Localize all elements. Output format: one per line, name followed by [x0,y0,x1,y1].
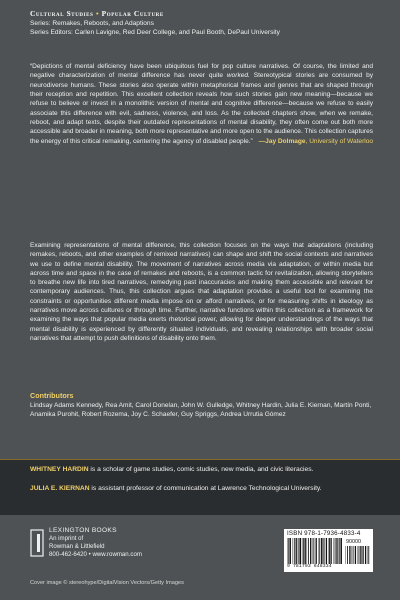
series-title: Series: Remakes, Reboots, and Adaptions [30,20,154,27]
barcode-bars [287,538,343,564]
barcode-stripe [300,538,301,564]
isbn-barcode [284,529,373,572]
kicker-separator: • [95,9,100,18]
quote-italic: worked. [226,72,250,80]
barcode-stripe [313,538,314,564]
author-name-1: WHITNEY HARDIN [30,466,89,473]
barcode-stripe [329,538,330,564]
barcode-stripe [339,538,340,564]
barcode-stripe [321,538,322,564]
book-description: Examining representations of mental difference, this collection focuses on the ways that adaptations (including remakes, reboots, and other examples of remixed narratives) can shape and shift the social contexts and narratives we use to define mental disability. The movement of narratives across media via adaptation, or within media but across time and space in the case of remakes and reboots, is a common tactic for revitalization, allowing storytellers to breathe new life into tired narratives, remedying past inaccuracies and making them accessible and relevant for contemporary audiences. Thus, this collection argues that adaptation provides a useful tool for examining the constraints or opportunities different media impose on or afford narratives, or for measuring shifts in ideology as narratives move across cultures or through time. Further, narrative functions within this collection as a framework for examining the ways that popular media exerts rhetorical power, allowing for deeper understandings of the ways that mental disability is experienced by differently situated individuals, and revealing relationships with broader social narratives that attempt to push definitions of disability onto them. [30,242,373,342]
price-code: 90000 [346,539,361,545]
barcode-stripe [288,538,289,564]
quote-attribution-name: —Jay Dolmage [258,137,306,145]
barcode-stripe [316,538,317,564]
contributors-list: Lindsay Adams Kennedy, Rea Amit, Carol Donelan, John W. Gulledge, Whitney Hardin, Julia E. Kiernan, Martín Ponti, Anamika Purohit, Robert Rozema, Joy C. Schaefer, Guy Spriggs, Andrea Urrutia Gómez [30,402,372,419]
quote-text-2: Stereotypical stories are consumed by neurodiverse humans. These stories also operate within metaphorical frames and genres that are shaped through their reception and repetition. This excellent collection reveals how such stories gain new meaning—because we refuse to believe or invest in a monolithic version of mental and cognitive difference—because we refuse to easily associate this difference with evil, sadness, violence, and loss. As the collected chapters show, when we remake, reboot, and adapt texts, despite their outdated representations of mental disability, they often come out both more accessible and broader in meaning, both more representative and more open to the audience. This collection captures the energy of this critical remaking, centering the agency of disabled people.” [30,72,373,145]
endorsement-quote [30,62,373,146]
series-editors: Series Editors: Carlen Lavigne, Red Deer College, and Paul Booth, DePaul University [30,29,280,36]
barcode-stripe [299,538,300,564]
quote-text-1: “Depictions of mental deficiency have been ubiquitous fuel for pop culture narratives. Of course, the limited and negative characterization of mental difference has never quite [30,63,373,80]
publisher-line-1: An imprint of [49,535,84,543]
series-kicker [30,9,375,19]
barcode-stripe [349,546,350,564]
barcode-stripe [326,538,327,564]
contributors-heading: Contributors [30,391,74,400]
barcode-stripe [363,546,364,564]
barcode-stripe [368,546,369,564]
cover-image-credit: Cover image © stereohype/DigitalVision Vectors/Getty Images [30,580,184,586]
barcode-stripe [336,538,337,564]
kicker-left: Cultural Studies [30,9,94,18]
barcode-stripe [359,546,360,564]
publisher-contact: 800-462-6420 • www.rowman.com [49,551,142,559]
barcode-stripe [310,538,311,564]
barcode-stripe [305,538,306,564]
publisher-text [49,527,142,559]
barcode-stripe [294,538,295,564]
barcode-digits: 9 781793 648334 [287,564,332,569]
publisher-block [30,527,190,575]
isbn-text: ISBN 978-1-7936-4833-4 [287,530,361,537]
barcode-stripe [355,546,356,564]
barcode-stripe [347,546,348,564]
barcode-stripe [308,538,309,564]
contributors-section [30,390,373,420]
author-bio-text-1: is a scholar of game studies, comic studies, new media, and civic literacies. [88,466,314,473]
barcode-stripe [335,538,336,564]
author-bio-2 [30,484,373,493]
barcode-stripe [290,538,291,564]
publisher-line-2: Rowman & Littlefield [49,543,105,551]
author-bio-1 [30,465,373,474]
barcode-stripe [319,538,320,564]
barcode-stripe [365,546,366,564]
series-header [30,9,375,37]
barcode-stripe [360,546,361,564]
author-bio-text-2: is assistant professor of communication at Lawrence Technological University. [89,485,322,492]
quote-attribution-affiliation: , University of Waterloo [305,137,373,145]
publisher-name: LEXINGTON BOOKS [49,527,117,534]
barcode-stripe [303,538,304,564]
barcode-stripe [324,538,325,564]
barcode-stripe [341,538,342,564]
barcode-stripe [330,538,331,564]
barcode-addon-bars [345,546,370,564]
kicker-right: Popular Culture [101,9,164,18]
barcode-stripe [353,546,354,564]
author-name-2: JULIA E. KIERNAN [30,485,90,492]
lexington-logo-icon [30,529,44,559]
barcode-stripe [296,538,297,564]
